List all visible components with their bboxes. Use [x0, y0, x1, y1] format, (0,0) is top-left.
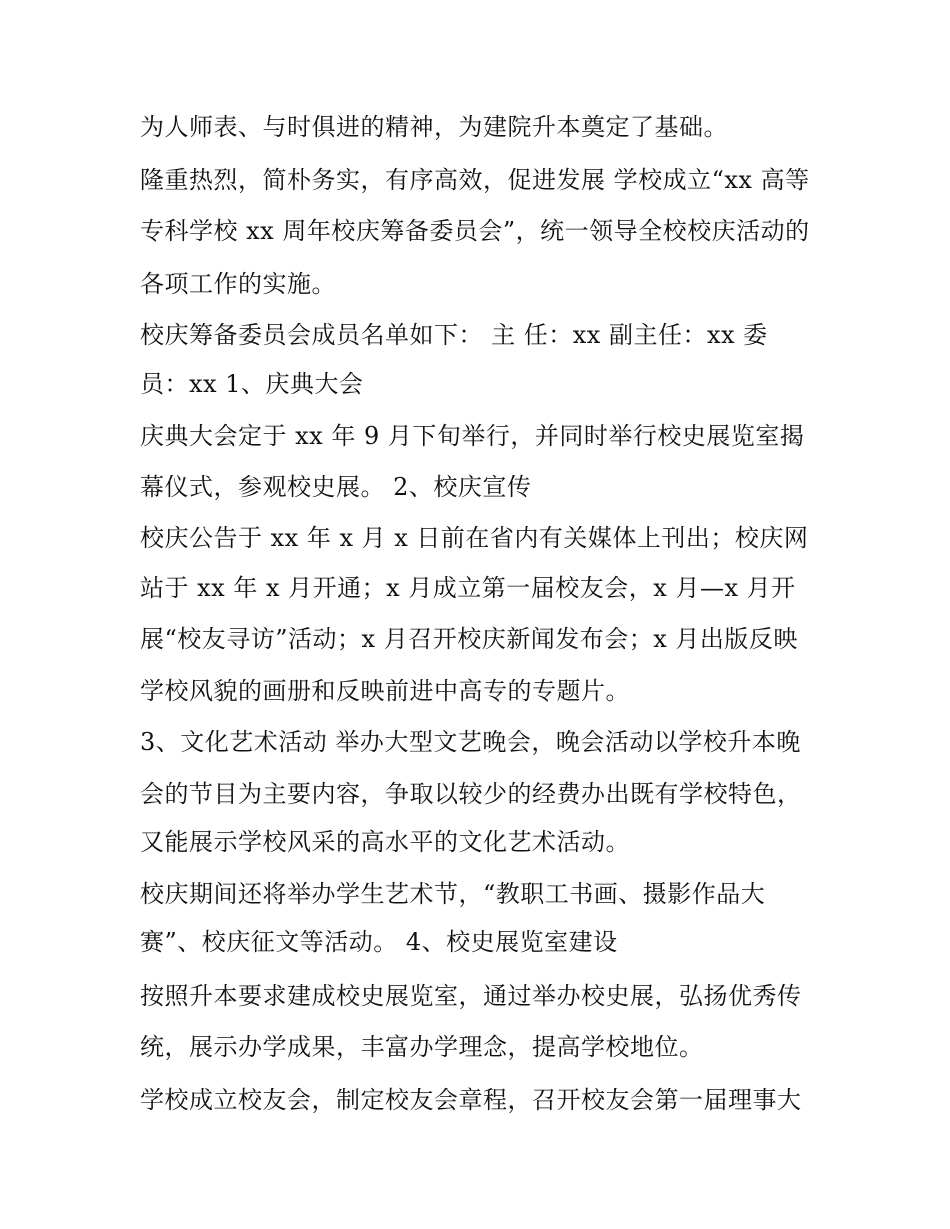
text-line: 校庆期间还将举办学生艺术节，“教职工书画、摄影作品大 — [140, 880, 766, 908]
text-line: 员：xx 1、庆典大会 — [140, 370, 364, 398]
text-line: 统，展示办学成果，丰富办学理念，提高学校地位。 — [140, 1033, 704, 1061]
text-line: 校庆筹备委员会成员名单如下： 主 任：xx 副主任：xx 委 — [140, 321, 768, 349]
text-line: 幕仪式，参观校史展。 2、校庆宣传 — [140, 473, 532, 501]
text-line: 又能展示学校风采的高水平的文化艺术活动。 — [140, 828, 630, 856]
text-line: 校庆公告于 xx 年 x 月 x 日前在省内有关媒体上刊出；校庆网 — [140, 524, 809, 552]
text-line: 站于 xx 年 x 月开通；x 月成立第一届校友会，x 月—x 月开 — [140, 574, 796, 602]
text-line: 按照升本要求建成校史展览室，通过举办校史展，弘扬优秀传 — [140, 982, 802, 1010]
text-line: 为人师表、与时俱进的精神，为建院升本奠定了基础。 — [140, 113, 728, 141]
text-line: 会的节目为主要内容，争取以较少的经费办出既有学校特色， — [140, 780, 802, 808]
text-line: 庆典大会定于 xx 年 9 月下旬举行，并同时举行校史展览室揭 — [140, 422, 805, 450]
text-line: 学校风貌的画册和反映前进中高专的专题片。 — [140, 677, 630, 705]
text-line: 专科学校 xx 周年校庆筹备委员会”，统一领导全校校庆活动的 — [140, 217, 810, 245]
text-line: 隆重热烈，简朴务实，有序高效，促进发展 学校成立“xx 高等 — [140, 166, 810, 194]
text-line: 展“校友寻访”活动；x 月召开校庆新闻发布会；x 月出版反映 — [140, 625, 798, 653]
text-line: 各项工作的实施。 — [140, 270, 336, 298]
text-line: 赛”、校庆征文等活动。 4、校史展览室建设 — [140, 928, 618, 956]
text-line: 3、文化艺术活动 举办大型文艺晚会，晚会活动以学校升本晚 — [140, 728, 801, 756]
text-line: 学校成立校友会，制定校友会章程，召开校友会第一届理事大 — [140, 1086, 802, 1114]
